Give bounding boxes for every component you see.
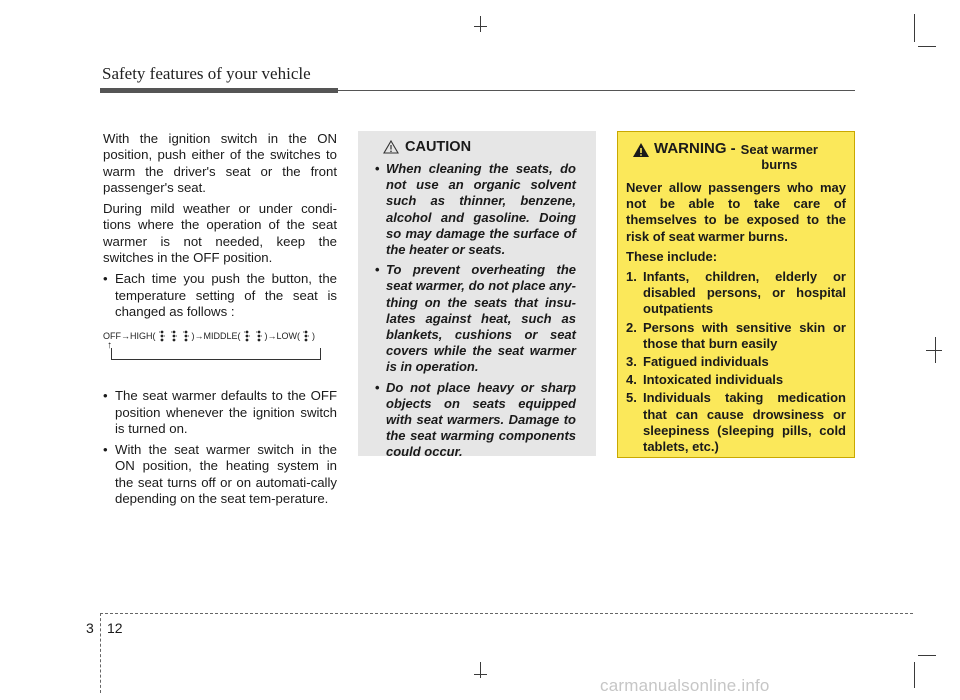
bullet-text: The seat warmer defaults to the OFF position whenever the ignition switch is turned on. [115,388,337,436]
list-item [626,390,846,455]
list-item [626,354,846,370]
warning-box [617,131,855,458]
list-item [375,262,576,375]
item-text: Fatigued individuals [643,354,769,370]
warning-subtitle [741,140,818,172]
warning-triangle-icon [632,142,650,158]
heat-level-3-icon [157,330,191,342]
seq-arrow: → [121,331,130,342]
setting-sequence-line [103,328,315,344]
page-header-title: Safety features of your vehicle [102,64,311,83]
seq-close: ) [312,331,316,342]
item-number: 1. [626,269,637,285]
list-item [375,161,576,258]
crop-mark-top-right-h [918,46,936,47]
list-item [626,372,846,388]
crop-mark-bottom-center [480,662,481,678]
warning-title: WARNING - [654,140,736,157]
mild-weather-paragraph: During mild weather or under condi-tions where the operation of the seat warmer is not needed, keep the switches in the OFF position. [103,201,337,266]
bullet-text: Each time you push the button, the temperature setting of the seat is changed as follows : [115,271,337,319]
crop-mark-top-center [480,16,481,32]
bullet-dot: • [103,388,108,404]
setting-sequence-diagram [103,328,337,376]
caution-box [358,131,596,460]
chapter-number: 3 [86,620,94,636]
warning-subtitle-line: Seat warmer [740,142,818,157]
crop-mark-top-right-v [914,14,915,42]
return-arrow-icon: ↑ [107,340,112,352]
bullet-dot: • [375,161,380,176]
item-number: 4. [626,372,637,388]
bullet-text: With the seat warmer switch in the ON position, the heating system in the seat turns off or on automati-cally depending on the seat tem-perature. [115,442,337,507]
caution-title: CAUTION [405,139,472,155]
seq-off-label: OFF [103,331,121,342]
bullet-dot: • [103,442,108,458]
footer-rule [100,613,913,614]
warning-triangle-outline-icon [383,140,399,154]
crop-mark-bottom-center-h [474,674,487,675]
list-item [375,380,576,461]
item-number: 2. [626,319,637,335]
page-number: 12 [107,620,123,636]
seq-arrow: → [194,331,204,342]
caution-text: To prevent overheating the seat warmer, do not place any-thing on the seats that insu-lates against heat, such as blankets, cushions or seat covers while the seat warmer is in operation. [386,262,576,375]
bullet-dot: • [103,271,108,287]
list-item [103,271,337,320]
seq-close: ) [264,331,268,342]
body-text-column [103,131,337,512]
intro-paragraph: With the ignition switch in the ON position, push either of the switches to warm the driver's seat or the front passenger's seat. [103,131,337,195]
crop-mark-bottom-right-h [918,655,936,656]
caution-header [383,139,576,155]
list-item [103,442,337,507]
list-item [103,388,337,437]
seq-high-label: HIGH( [130,331,156,342]
list-item [626,269,846,318]
caution-text: When cleaning the seats, do not use an organic solvent such as thinner, benzene, alcohol and gasoline. Doing so may damage the surface of the heater or seats. [386,161,576,258]
list-item [626,320,846,352]
warning-subtitle-line: burns [761,157,798,172]
seq-arrow: → [267,331,277,342]
caution-text: Do not place heavy or sharp objects on seats equipped with seat warmers. Damage to the seat warming components could occur. [386,379,576,460]
item-text: Persons with sensitive skin or those that burn easily [643,319,846,351]
item-text: Intoxicated individuals [643,372,784,388]
warning-header [632,140,846,172]
seq-middle-label: MIDDLE( [203,331,241,342]
footer-separator [100,613,101,693]
header-accent-bar [100,88,338,93]
seq-close: ) [191,331,195,342]
seq-low-label: LOW( [276,331,301,342]
crop-mark-bottom-right-v [914,662,915,688]
item-number: 3. [626,354,637,370]
item-text: Infants, children, elderly or disabled persons, or hospital outpatients [643,269,846,317]
bullet-dot: • [375,262,380,278]
warning-intro: Never allow passengers who may not be able to take care of themselves to be exposed to the risk of seat warmer burns. [626,180,846,244]
crop-mark-right-h [926,350,942,351]
bullet-dot: • [375,379,380,395]
heat-level-1-icon [301,330,311,342]
heat-level-2-icon [242,330,264,342]
item-text: Individuals taking medication that can cause drowsiness or sleepiness (sleeping pills, cold tablets, etc.) [643,390,846,455]
warning-includes: These include: [626,248,718,264]
return-loop-line [111,348,321,360]
item-number: 5. [626,390,637,406]
crop-mark-top-center-h [474,26,487,27]
watermark-text: carmanualsonline.info [600,676,770,695]
